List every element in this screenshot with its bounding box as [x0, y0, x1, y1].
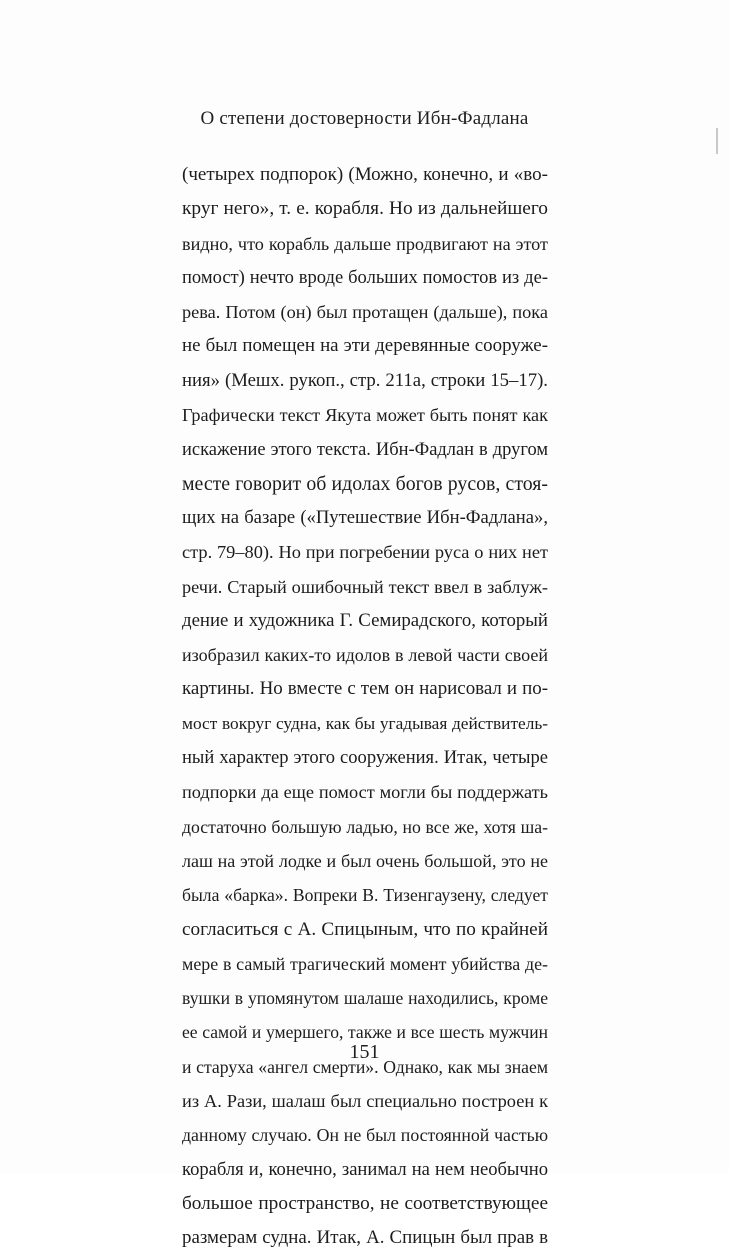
- text-line: щих на базаре («Путешествие Ибн-Фадлана»,: [182, 506, 548, 528]
- text-line: круг него», т. е. корабля. Но из дальнейшего: [182, 198, 548, 220]
- text-line: ный характер этого сооружения. Итак, четыре: [182, 747, 548, 769]
- text-line: видно, что корабль дальше продвигают на этот: [182, 233, 548, 254]
- text-line: и старуха «ангел смерти». Однако, как мы знаем: [182, 1056, 548, 1077]
- text-line: рева. Потом (он) был протащен (дальше), пока: [182, 302, 548, 323]
- text-line: стр. 79–80). Но при погребении руса о них нет: [182, 542, 548, 563]
- scan-edge-mark: [716, 128, 718, 154]
- text-line: речи. Старый ошибочный текст ввел в заблуж-: [182, 576, 548, 597]
- text-line: не был помещен на эти деревянные сооруже-: [182, 335, 548, 357]
- text-line: изобразил каких-то идолов в левой части своей: [182, 645, 548, 666]
- text-line: месте говорит об идолах богов русов, стоя-: [182, 472, 548, 495]
- text-line: достаточно большую ладью, но все же, хотя ша-: [182, 816, 548, 837]
- text-line: согласиться с А. Спицыным, что по крайней: [182, 918, 548, 940]
- text-line: большое пространство, не соответствующее: [182, 1192, 548, 1214]
- text-line: мост вокруг судна, как бы угадывая действитель-: [182, 713, 548, 733]
- text-line: ния» (Мешх. рукоп., стр. 211а, строки 15–17).: [182, 369, 548, 391]
- text-line: вушки в упомянутом шалаше находились, кроме: [182, 988, 548, 1009]
- text-line: искажение этого текста. Ибн-Фадлан в другом: [182, 439, 548, 460]
- text-line: лаш на этой лодке и был очень большой, это не: [182, 850, 548, 871]
- page-number: 151: [349, 1041, 380, 1063]
- text-line: ее самой и умершего, также и все шесть мужчин: [182, 1022, 548, 1043]
- text-line: из А. Рази, шалаш был специально построен к: [182, 1091, 548, 1112]
- text-line: была «барка». Вопреки В. Тизенгаузену, следует: [182, 885, 548, 906]
- text-line: размерам судна. Итак, А. Спицын был прав в: [182, 1227, 548, 1249]
- text-line: помост) нечто вроде больших помостов из де-: [182, 266, 548, 288]
- text-line: корабля и, конечно, занимал на нем необычно: [182, 1158, 548, 1180]
- text-line: Графически текст Якута может быть понят как: [182, 405, 548, 426]
- text-line: подпорки да еще помост могли бы поддержать: [182, 782, 548, 803]
- text-line: картины. Но вместе с тем он нарисовал и по-: [182, 678, 548, 700]
- text-line: дение и художника Г. Семирадского, который: [182, 609, 548, 631]
- text-line: мере в самый трагический момент убийства де-: [182, 953, 548, 974]
- body-text: [182, 158, 548, 1256]
- text-line: (четырех подпорок) (Можно, конечно, и «во-: [182, 164, 548, 185]
- text-line: данному случаю. Он не был постоянной частью: [182, 1125, 548, 1146]
- running-head: О степени достоверности Ибн-Фадлана: [200, 108, 529, 129]
